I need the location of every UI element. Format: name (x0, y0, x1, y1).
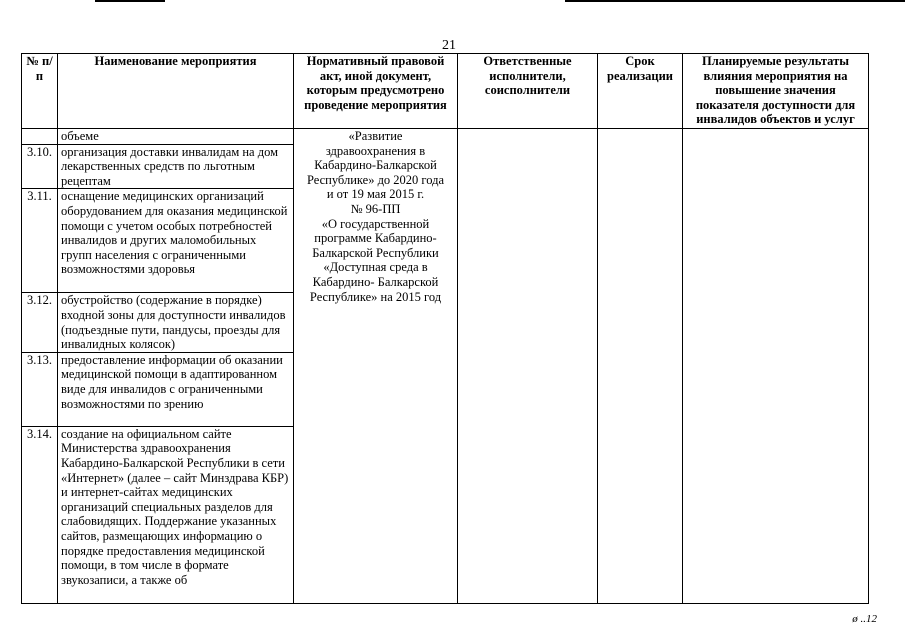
header-num: № п/п (22, 54, 58, 129)
norm-line: «Доступная среда в (323, 260, 428, 275)
cell-name: объеме (58, 129, 294, 145)
table-header-row (22, 54, 869, 129)
cell-num (22, 129, 58, 145)
norm-line: Республике» до 2020 года (306, 172, 445, 187)
norm-line: программе Кабардино- (314, 231, 437, 246)
header-responsible: Ответственные исполнители, соисполнители (458, 54, 598, 129)
cell-num: 3.13. (22, 352, 58, 426)
cell-name: создание на официальном сайте Министерства здравоохранения Кабардино-Балкарской Республики в сети «Интернет» (далее – сайт Минздрава КБР) и интернет-сайтах медицинских организаций специальных разделов для слабовидящих. Поддержание указанных сайтов, размещающих информацию о порядке предоставления медицинской помощи, в том числе в формате звукозаписи, а также об (58, 426, 294, 603)
cell-name: предоставление информации об оказании медицинской помощи в адаптированном виде для инвалидов с ограниченными возможностями по зрению (58, 352, 294, 426)
cell-name: обустройство (содержание в порядке) входной зоны для доступности инвалидов (подъездные пути, пандусы, проезды для инвалидных колясок) (58, 293, 294, 352)
norm-line: и от 19 мая 2015 г. (326, 187, 425, 202)
cell-num: 3.12. (22, 293, 58, 352)
norm-line: Кабардино- Балкарской (312, 274, 439, 289)
cell-num: 3.11. (22, 189, 58, 293)
header-result: Планируемые результаты влияния мероприятия на повышение значения показателя доступности для инвалидов объектов и услуг (683, 54, 869, 129)
cell-num: 3.14. (22, 426, 58, 603)
cell-result (683, 129, 869, 604)
norm-line: Кабардино-Балкарской (314, 158, 437, 173)
cell-num: 3.10. (22, 144, 58, 189)
norm-line: «О государственной (321, 216, 430, 231)
norm-line: № 96-ПП (350, 201, 401, 216)
norm-line: «Развитие (348, 129, 403, 143)
header-norm: Нормативный правовой акт, иной документ, которым предусмотрено проведение мероприятия (294, 54, 458, 129)
top-rule-right (565, 0, 905, 2)
norm-line: Балкарской Республики (312, 245, 439, 260)
top-rule-left (95, 0, 165, 2)
cell-term (598, 129, 683, 604)
cell-name: организация доставки инвалидам на дом лекарственных средств по льготным рецептам (58, 144, 294, 189)
page-number: 21 (442, 38, 456, 53)
cell-name: оснащение медицинских организаций оборудованием для оказания медицинской помощи с учетом особых потребностей инвалидов и других маломобильных групп населения с ограниченными возможностями здоровья (58, 189, 294, 293)
measures-table (21, 53, 869, 604)
header-term: Срок реализации (598, 54, 683, 129)
norm-line: Республике» на 2015 год (309, 289, 442, 304)
norm-line: здравоохранения в (325, 143, 426, 158)
cell-norm (294, 129, 458, 604)
table-row (22, 129, 869, 145)
header-name: Наименование мероприятия (58, 54, 294, 129)
handwritten-mark: ø ..12 (852, 613, 877, 625)
cell-responsible (458, 129, 598, 604)
